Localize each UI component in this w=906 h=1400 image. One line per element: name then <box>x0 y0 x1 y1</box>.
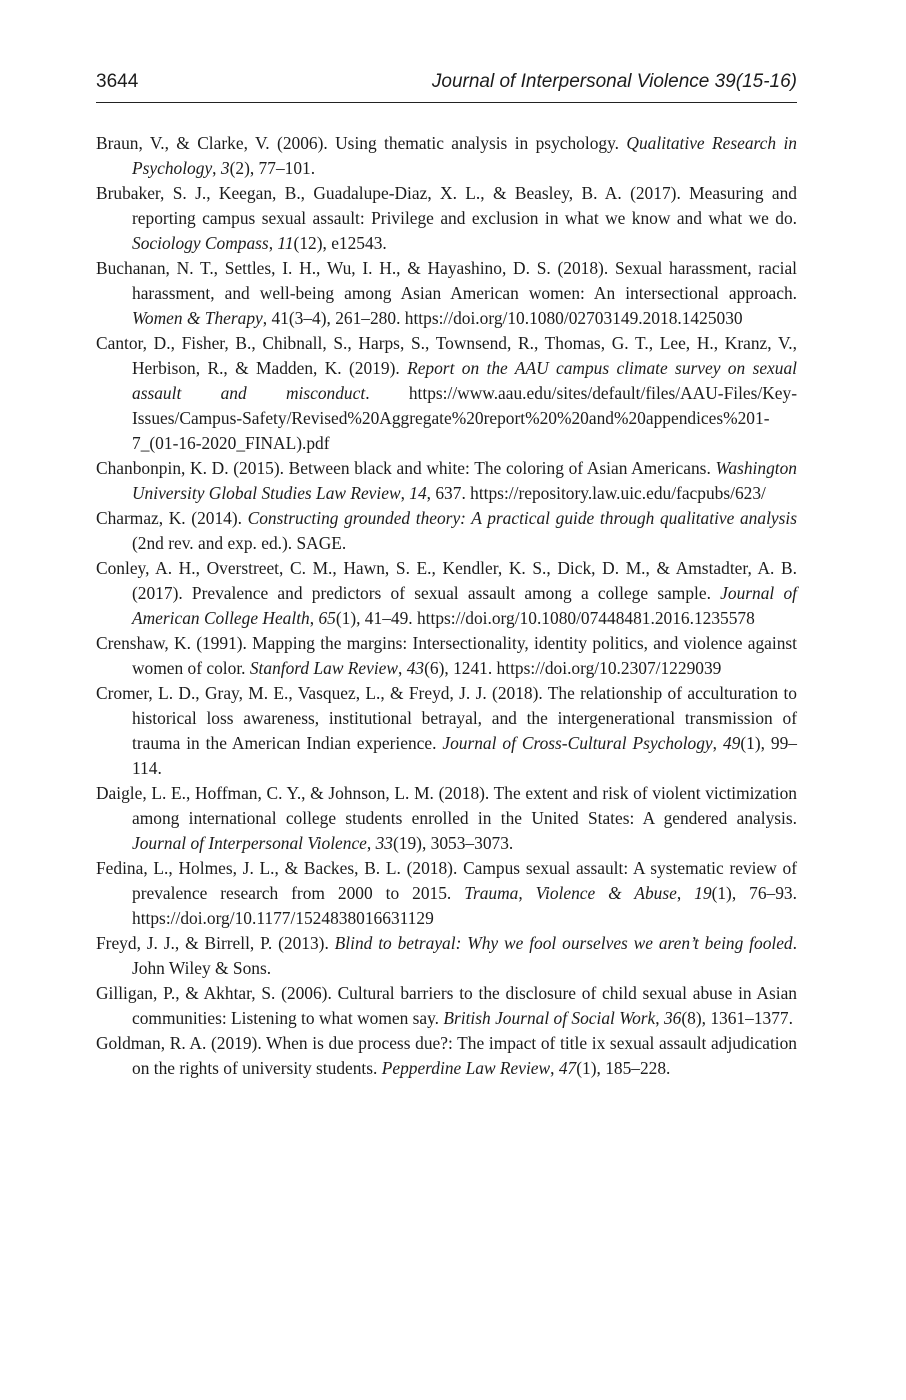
reference-entry <box>96 256 797 331</box>
reference-text: . John Wiley & Sons. <box>132 933 797 978</box>
reference-italic-text: 65 <box>318 608 336 628</box>
reference-entry <box>96 981 797 1031</box>
reference-text: , <box>400 483 410 503</box>
reference-entry <box>96 556 797 631</box>
reference-text: Freyd, J. J., & Birrell, P. (2013). <box>96 933 335 953</box>
reference-text: (1), 76–93. https://doi.org/10.1177/1524838016631129 <box>132 883 797 928</box>
reference-text: , 41(3–4), 261–280. https://doi.org/10.1080/02703149.2018.1425030 <box>262 308 743 328</box>
reference-entry <box>96 456 797 506</box>
reference-entry <box>96 1031 797 1081</box>
reference-italic-text: 14 <box>409 483 427 503</box>
reference-text: , <box>712 733 723 753</box>
journal-title: Journal of Interpersonal Violence 39(15-16) <box>431 71 797 92</box>
reference-entry <box>96 681 797 781</box>
reference-italic-text: British Journal of Social Work <box>443 1008 656 1028</box>
reference-italic-text: Washington University Global Studies Law Review <box>132 458 797 503</box>
reference-italic-text: Sociology Compass <box>132 233 269 253</box>
reference-italic-text: Constructing grounded theory: A practical guide through qualitative analysis <box>247 508 797 528</box>
reference-text: Daigle, L. E., Hoffman, C. Y., & Johnson, L. M. (2018). The extent and risk of violent victimization among international college students enrolled in the United States: A gendered analysis. <box>96 783 797 828</box>
page-number: 3644 <box>96 71 139 92</box>
reference-italic-text: Women & Therapy <box>132 308 263 328</box>
reference-text: Conley, A. H., Overstreet, C. M., Hawn, S. E., Kendler, K. S., Dick, D. M., & Amstadter, A. B. (2017). Prevalence and predictors of sexual assault among a college sample. <box>96 558 797 603</box>
reference-text: (1), 185–228. <box>576 1058 671 1078</box>
reference-text: . https://www.aau.edu/sites/default/files/AAU-Files/Key-Issues/Campus-Safety/Revised%20Aggregate%20report%20%20and%20appendices%201-7_(01-16-2020_FINAL).pdf <box>132 383 797 453</box>
reference-text: Brubaker, S. J., Keegan, B., Guadalupe-Diaz, X. L., & Beasley, B. A. (2017). Measuring and reporting campus sexual assault: Privilege and exclusion in what we know and what we do. <box>96 183 797 228</box>
reference-italic-text: Journal of Cross-Cultural Psychology <box>442 733 713 753</box>
reference-text: (2nd rev. and exp. ed.). SAGE. <box>132 533 347 553</box>
reference-text: Chanbonpin, K. D. (2015). Between black and white: The coloring of Asian Americans. <box>96 458 716 478</box>
reference-text: , <box>676 883 695 903</box>
reference-entry <box>96 506 797 556</box>
reference-text: Cromer, L. D., Gray, M. E., Vasquez, L., & Freyd, J. J. (2018). The relationship of acculturation to historical loss awareness, institutional betrayal, and the intergenerational transmission of trauma in the American Indian experience. <box>96 683 797 753</box>
reference-entry <box>96 781 797 856</box>
reference-italic-text: 3 <box>220 158 230 178</box>
reference-text: Braun, V., & Clarke, V. (2006). Using thematic analysis in psychology. <box>96 133 627 153</box>
running-header <box>96 68 797 103</box>
reference-entry <box>96 631 797 681</box>
reference-text: Fedina, L., Holmes, J. L., & Backes, B. L. (2018). Campus sexual assault: A systematic review of prevalence research from 2000 to 2015. <box>96 858 797 903</box>
reference-text: , <box>655 1008 664 1028</box>
reference-italic-text: Qualitative Research in Psychology <box>132 133 797 178</box>
reference-text: (8), 1361–1377. <box>681 1008 793 1028</box>
reference-text: , <box>212 158 221 178</box>
reference-text: Charmaz, K. (2014). <box>96 508 248 528</box>
reference-text: , 637. https://repository.law.uic.edu/facpubs/623/ <box>426 483 766 503</box>
reference-italic-text: 33 <box>375 833 393 853</box>
reference-entry <box>96 931 797 981</box>
reference-text: , <box>268 233 278 253</box>
reference-italic-text: Stanford Law Review <box>249 658 398 678</box>
reference-text: (6), 1241. https://doi.org/10.2307/1229039 <box>424 658 722 678</box>
reference-italic-text: 19 <box>694 883 712 903</box>
reference-italic-text: Trauma, Violence & Abuse <box>464 883 677 903</box>
reference-italic-text: 36 <box>663 1008 682 1028</box>
reference-text: (2), 77–101. <box>229 158 316 178</box>
reference-entry <box>96 856 797 931</box>
reference-italic-text: 43 <box>406 658 425 678</box>
reference-italic-text: Pepperdine Law Review <box>381 1058 551 1078</box>
reference-italic-text: Report on the AAU campus climate survey on sexual assault and misconduct <box>132 358 797 403</box>
reference-text: Buchanan, N. T., Settles, I. H., Wu, I. H., & Hayashino, D. S. (2018). Sexual harassment, racial harassment, and well-being among Asian American women: An intersectional approach. <box>96 258 797 303</box>
reference-entry <box>96 331 797 456</box>
reference-italic-text: 47 <box>558 1058 577 1078</box>
reference-text: (19), 3053–3073. <box>392 833 514 853</box>
reference-text: , <box>398 658 407 678</box>
reference-italic-text: 11 <box>277 233 294 253</box>
reference-text: , <box>550 1058 559 1078</box>
reference-italic-text: Journal of American College Health <box>132 583 798 628</box>
reference-entry <box>96 131 797 181</box>
reference-text: Goldman, R. A. (2019). When is due process due?: The impact of title ix sexual assault adjudication on the rights of university students. <box>96 1033 797 1078</box>
reference-text: (1), 41–49. https://doi.org/10.1080/07448481.2016.1235578 <box>335 608 755 628</box>
reference-text: (12), e12543. <box>293 233 387 253</box>
reference-entry <box>96 181 797 256</box>
reference-text: (1), 99–114. <box>132 733 797 778</box>
reference-text: Gilligan, P., & Akhtar, S. (2006). Cultural barriers to the disclosure of child sexual abuse in Asian communities: Listening to what women say. <box>96 983 797 1028</box>
reference-italic-text: Blind to betrayal: Why we fool ourselves we aren’t being fooled <box>334 933 793 953</box>
reference-text: Cantor, D., Fisher, B., Chibnall, S., Harps, S., Townsend, R., Thomas, G. T., Lee, H., Kranz, V., Herbison, R., & Madden, K. (2019). <box>96 333 797 378</box>
reference-text: Crenshaw, K. (1991). Mapping the margins: Intersectionality, identity politics, and violence against women of color. <box>96 633 797 678</box>
reference-text: , <box>309 608 319 628</box>
reference-list <box>96 131 797 1081</box>
reference-italic-text: 49 <box>722 733 741 753</box>
reference-text: , <box>366 833 376 853</box>
reference-italic-text: Journal of Interpersonal Violence <box>132 833 367 853</box>
